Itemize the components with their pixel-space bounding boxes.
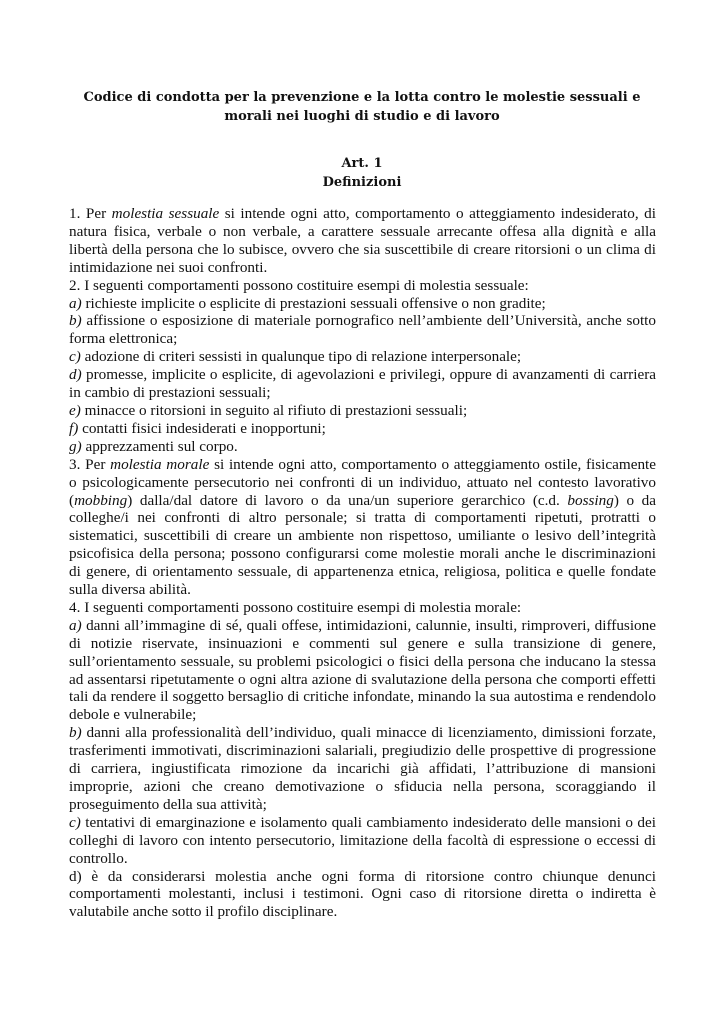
article-heading	[60, 154, 664, 192]
term-bossing: bossing	[567, 491, 614, 509]
term-molestia-morale: molestia morale	[110, 455, 210, 473]
list-item: f) contatti fisici indesiderati e inopportuni;	[69, 419, 326, 437]
list-item: b) danni alla professionalità dell’individuo, quali minacce di licenziamento, dimissioni forzate, trasferimenti immotivati, discriminazioni salariali, pregiudizio delle prospettive di progressione di carriera, ingiustificata rimozione da incarichi già affidati, l’attribuzione di mansioni improprie, azioni che creano demotivazione o sfiducia nella persona, scoraggiando il proseguimento della sua attività;	[69, 724, 656, 813]
paragraph-4: 4. I seguenti comportamenti possono costituire esempi di molestia morale:	[69, 598, 522, 616]
term-mobbing: mobbing	[74, 491, 128, 509]
list-item: e) minacce o ritorsioni in seguito al rifiuto di prestazioni sessuali;	[69, 401, 468, 419]
list-item: c) tentativi di emarginazione e isolamento quali cambiamento indesiderato delle mansioni o dei colleghi di lavoro con intento persecutorio, limitazione della facoltà di espressione o eccessi di controllo.	[69, 813, 656, 867]
article-title: Definizioni	[322, 175, 402, 190]
list-item: c) adozione di criteri sessisti in qualunque tipo di relazione interpersonale;	[69, 348, 522, 366]
article-body	[69, 205, 656, 921]
list-item-d: d) è da considerarsi molestia anche ogni forma di ritorsione contro chiunque denunci comportamenti molestanti, inclusi i testimoni. Ogni caso di ritorsione diretta o indiretta è valutabile anche sotto il profilo disciplinare.	[69, 867, 656, 921]
list-item: g) apprezzamenti sul corpo.	[69, 437, 238, 455]
document-title: Codice di condotta per la prevenzione e la lotta contro le molestie sessuali e morali nei luoghi di studio e di lavoro	[83, 90, 641, 124]
paragraph-2: 2. I seguenti comportamenti possono costituire esempi di molestia sessuale:	[69, 276, 529, 294]
list-item: a) richieste implicite o esplicite di prestazioni sessuali offensive o non gradite;	[69, 294, 546, 312]
article-number: Art. 1	[341, 156, 383, 171]
term-molestia-sessuale: molestia sessuale	[111, 205, 220, 222]
paragraph-3: 3. Per molestia morale si intende ogni atto, comportamento o atteggiamento ostile, fisicamente o psicologicamente persecutorio nei confronti di un individuo, attuato nel contesto lavorativo (mobbing) dalla/dal datore di lavoro o da una/un superiore gerarchico (c.d. bossing) o da colleghe/i nei confronti di altro personale; si tratta di comportamenti ripetuti, protratti o sistematici, suscettibili di creare un ambiente non rispettoso, umiliante o lesivo dell’integrità psicofisica della persona; possono configurarsi come molestie morali anche le discriminazioni di genere, di orientamento sessuale, di appartenenza etnica, religiosa, politica e quelle fondate sulla diversa abilità.	[69, 455, 656, 599]
list-item: a) danni all’immagine di sé, quali offese, intimidazioni, calunnie, insulti, rimproveri, diffusione di notizie riservate, insinuazioni e commenti sul genere e sulla transizione di genere, sull’orientamento sessuale, su problemi psicologici o fisici della persona che inducano la stessa ad assentarsi ripetutamente o ogni altra azione di svalutazione della persona che comporti effetti tali da rendere il soggetto bersaglio di critiche infondate, minando la sua autostima e rendendolo debole e vulnerabile;	[69, 616, 656, 724]
list-item: d) promesse, implicite o esplicite, di agevolazioni e privilegi, oppure di avanzamenti di carriera in cambio di prestazioni sessuali;	[69, 366, 656, 402]
paragraph-1: 1. Per molestia sessuale si intende ogni atto, comportamento o atteggiamento indesiderato, di natura fisica, verbale o non verbale, a carattere sessuale arrecante offesa alla dignità e alla libertà della persona che lo subisce, ovvero che sia suscettibile di creare ritorsioni o un clima di intimidazione nei suoi confronti.	[69, 205, 656, 276]
list-item: b) affissione o esposizione di materiale pornografico nell’ambiente dell’Università, anche sotto forma elettronica;	[69, 312, 656, 348]
